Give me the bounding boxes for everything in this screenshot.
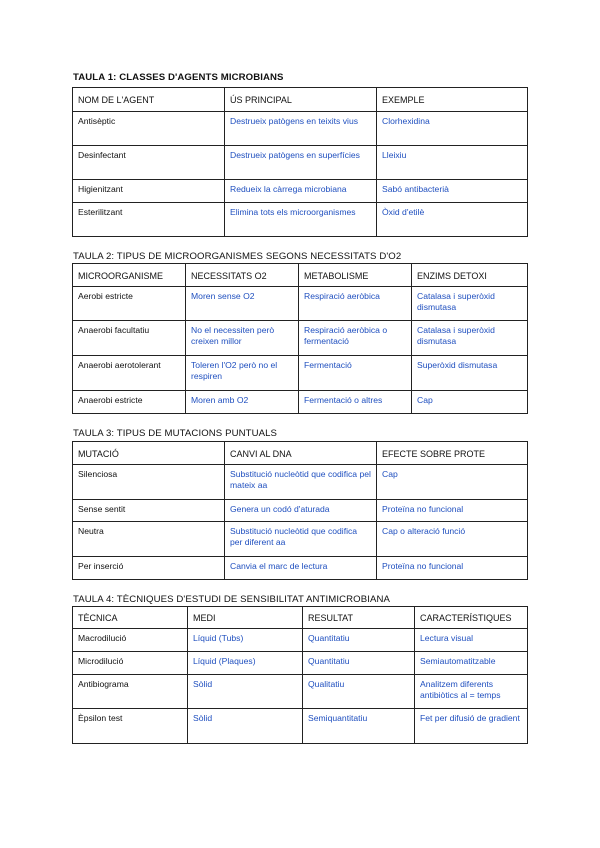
table-row <box>73 146 528 180</box>
table-row <box>73 391 528 414</box>
table-row <box>73 652 528 675</box>
table-row <box>73 557 528 580</box>
row-label: Sense sentit <box>73 500 225 522</box>
header-cell: CARACTERÍSTIQUES <box>415 607 528 629</box>
table-row <box>73 465 528 500</box>
cell-value: Catalasa i superòxid dismutasa <box>412 287 528 321</box>
cell-value: Sabó antibacterià <box>377 180 528 203</box>
cell-value: Substitució nucleòtid que codifica per diferent aa <box>225 522 377 557</box>
table-row <box>73 675 528 709</box>
cell-value: No el necessiten però creixen millor <box>186 321 299 356</box>
header-cell: NECESSITATS O2 <box>186 264 299 287</box>
table-row <box>73 629 528 652</box>
cell-value: Moren sense O2 <box>186 287 299 321</box>
cell-value: Sòlid <box>188 709 303 744</box>
header-cell: MUTACIÓ <box>73 442 225 465</box>
row-label: Aerobi estricte <box>73 287 186 321</box>
table1-title: TAULA 1: CLASSES D'AGENTS MICROBIANS <box>73 72 284 83</box>
row-label: Antibiograma <box>73 675 188 709</box>
cell-value: Semiquantitatiu <box>303 709 415 744</box>
cell-value: Elimina tots els microorganismes <box>225 203 377 237</box>
table-header-row <box>73 607 528 629</box>
row-label: Èpsilon test <box>73 709 188 744</box>
row-label: Silenciosa <box>73 465 225 500</box>
table-techniques <box>72 606 528 744</box>
cell-value: Fermentació <box>299 356 412 391</box>
cell-value: Cap o alteració funció <box>377 522 528 557</box>
table-row <box>73 709 528 744</box>
table4-title: TAULA 4: TÈCNIQUES D'ESTUDI DE SENSIBILITAT ANTIMICROBIANA <box>73 594 391 605</box>
cell-value: Substitució nucleòtid que codifica pel mateix aa <box>225 465 377 500</box>
table-row <box>73 522 528 557</box>
row-label: Anaerobi facultatiu <box>73 321 186 356</box>
row-label: Macrodilució <box>73 629 188 652</box>
header-cell: CANVI AL DNA <box>225 442 377 465</box>
header-cell: ENZIMS DETOXI <box>412 264 528 287</box>
header-cell: MEDI <box>188 607 303 629</box>
table-row <box>73 500 528 522</box>
table-row <box>73 321 528 356</box>
header-cell: NOM DE L'AGENT <box>73 88 225 112</box>
cell-value: Analitzem diferents antibiòtics al = temps <box>415 675 528 709</box>
header-cell: MICROORGANISME <box>73 264 186 287</box>
cell-value: Canvia el marc de lectura <box>225 557 377 580</box>
cell-value: Superòxid dismutasa <box>412 356 528 391</box>
cell-value: Fet per difusió de gradient <box>415 709 528 744</box>
table-agents <box>72 87 528 237</box>
cell-value: Catalasa i superòxid dismutasa <box>412 321 528 356</box>
row-label: Neutra <box>73 522 225 557</box>
cell-value: Fermentació o altres <box>299 391 412 414</box>
header-cell: RESULTAT <box>303 607 415 629</box>
cell-value: Cap <box>377 465 528 500</box>
cell-value: Semiautomatitzable <box>415 652 528 675</box>
row-label: Esterilitzant <box>73 203 225 237</box>
cell-value: Qualitatiu <box>303 675 415 709</box>
header-cell: ÚS PRINCIPAL <box>225 88 377 112</box>
header-cell: METABOLISME <box>299 264 412 287</box>
table-row <box>73 112 528 146</box>
table-mutations <box>72 441 528 580</box>
table-row <box>73 287 528 321</box>
header-cell: TÈCNICA <box>73 607 188 629</box>
cell-value: Òxid d'etilè <box>377 203 528 237</box>
row-label: Desinfectant <box>73 146 225 180</box>
table-header-row <box>73 264 528 287</box>
row-label: Anaerobi aerotolerant <box>73 356 186 391</box>
cell-value: Respiració aeròbica <box>299 287 412 321</box>
cell-value: Quantitatiu <box>303 629 415 652</box>
row-label: Anaerobi estricte <box>73 391 186 414</box>
cell-value: Proteïna no funcional <box>377 500 528 522</box>
cell-value: Quantitatiu <box>303 652 415 675</box>
cell-value: Sòlid <box>188 675 303 709</box>
table-row <box>73 203 528 237</box>
row-label: Higienitzant <box>73 180 225 203</box>
table-row <box>73 356 528 391</box>
cell-value: Líquid (Plaques) <box>188 652 303 675</box>
table3-title: TAULA 3: TIPUS DE MUTACIONS PUNTUALS <box>73 428 278 439</box>
cell-value: Moren amb O2 <box>186 391 299 414</box>
cell-value: Lleixiu <box>377 146 528 180</box>
header-cell: EXEMPLE <box>377 88 528 112</box>
cell-value: Lectura visual <box>415 629 528 652</box>
row-label: Microdilució <box>73 652 188 675</box>
table2-title: TAULA 2: TIPUS DE MICROORGANISMES SEGONS NECESSITATS D'O2 <box>73 251 402 262</box>
cell-value: Destrueix patògens en teixits vius <box>225 112 377 146</box>
cell-value: Clorhexidina <box>377 112 528 146</box>
table-row <box>73 180 528 203</box>
table-header-row <box>73 442 528 465</box>
row-label: Antisèptic <box>73 112 225 146</box>
table-header-row <box>73 88 528 112</box>
cell-value: Redueix la càrrega microbiana <box>225 180 377 203</box>
cell-value: Proteïna no funcional <box>377 557 528 580</box>
cell-value: Líquid (Tubs) <box>188 629 303 652</box>
cell-value: Cap <box>412 391 528 414</box>
cell-value: Genera un codó d'aturada <box>225 500 377 522</box>
cell-value: Destrueix patògens en superfícies <box>225 146 377 180</box>
cell-value: Respiració aeròbica o fermentació <box>299 321 412 356</box>
cell-value: Toleren l'O2 però no el respiren <box>186 356 299 391</box>
table-microorganisms <box>72 263 528 414</box>
header-cell: EFECTE SOBRE PROTE <box>377 442 528 465</box>
row-label: Per inserció <box>73 557 225 580</box>
